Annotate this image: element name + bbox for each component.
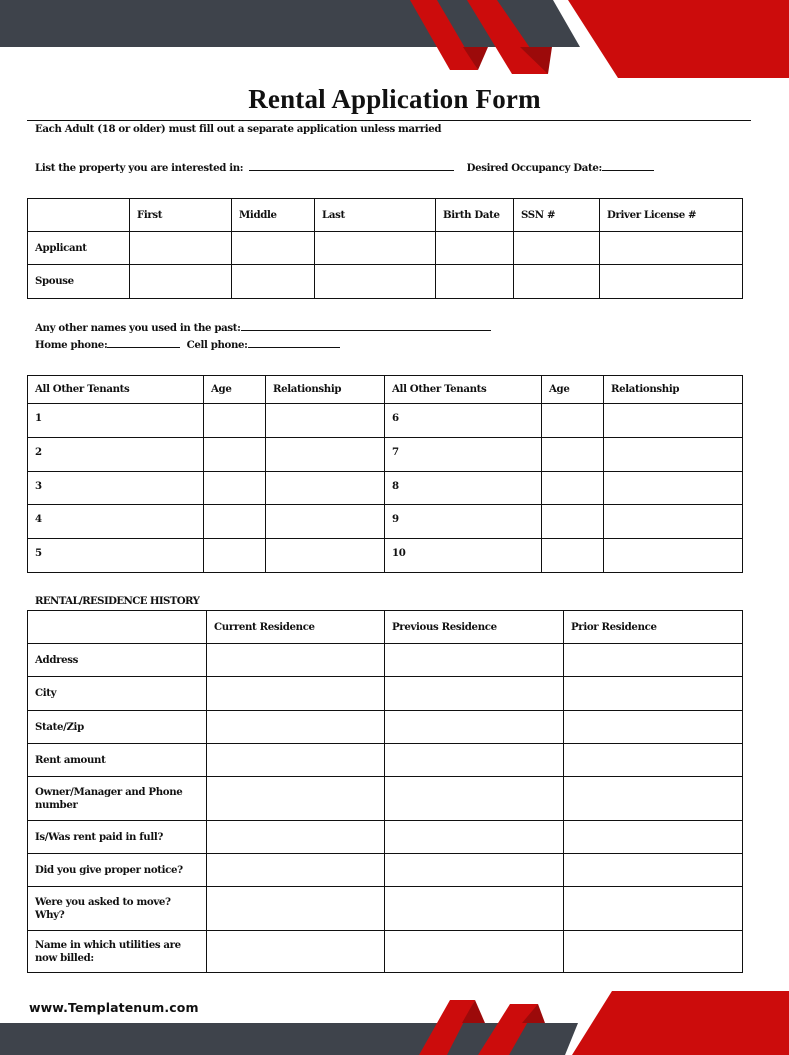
page-title: Rental Application Form <box>248 84 541 114</box>
table-row <box>28 232 743 265</box>
tenant-age-cell[interactable] <box>542 404 604 438</box>
spouse-first-cell[interactable] <box>130 265 232 299</box>
applicant-table <box>27 198 743 299</box>
spouse-license-cell[interactable] <box>600 265 743 299</box>
row-label-rent-paid: Is/Was rent paid in full? <box>28 821 207 854</box>
previous-cell[interactable] <box>385 821 564 854</box>
row-label-city: City <box>28 677 207 711</box>
prior-cell[interactable] <box>564 821 743 854</box>
table-row <box>28 677 743 711</box>
current-cell[interactable] <box>207 887 385 931</box>
header-relationship: Relationship <box>266 376 385 404</box>
row-label-utilities: Name in which utilities are now billed: <box>28 931 207 973</box>
tenant-age-cell[interactable] <box>204 438 266 472</box>
row-label-state-zip: State/Zip <box>28 711 207 744</box>
applicant-first-cell[interactable] <box>130 232 232 265</box>
prior-cell[interactable] <box>564 677 743 711</box>
table-row <box>28 854 743 887</box>
current-cell[interactable] <box>207 821 385 854</box>
tenant-age-cell[interactable] <box>204 505 266 539</box>
other-names-line <box>35 321 491 334</box>
tenant-number[interactable]: 7 <box>385 438 542 472</box>
tenants-table-header <box>28 376 743 404</box>
table-row <box>28 472 743 505</box>
row-label-address: Address <box>28 644 207 677</box>
cell-phone-input[interactable] <box>248 338 340 348</box>
applicant-birth-date-cell[interactable] <box>436 232 514 265</box>
header-cell <box>28 199 130 232</box>
previous-cell[interactable] <box>385 854 564 887</box>
header-ssn: SSN # <box>514 199 600 232</box>
prior-cell[interactable] <box>564 711 743 744</box>
tenant-number[interactable]: 5 <box>28 539 204 573</box>
table-row <box>28 539 743 573</box>
tenant-age-cell[interactable] <box>542 539 604 573</box>
spouse-ssn-cell[interactable] <box>514 265 600 299</box>
tenant-number[interactable]: 10 <box>385 539 542 573</box>
table-row <box>28 711 743 744</box>
current-cell[interactable] <box>207 644 385 677</box>
spouse-birth-date-cell[interactable] <box>436 265 514 299</box>
footer-decoration <box>0 985 789 1055</box>
header-current-residence: Current Residence <box>207 611 385 644</box>
tenant-number[interactable]: 2 <box>28 438 204 472</box>
header-birth-date: Birth Date <box>436 199 514 232</box>
row-label-spouse: Spouse <box>28 265 130 299</box>
table-row <box>28 404 743 438</box>
spouse-last-cell[interactable] <box>315 265 436 299</box>
applicant-middle-cell[interactable] <box>232 232 315 265</box>
header-previous-residence: Previous Residence <box>385 611 564 644</box>
tenant-relationship-cell[interactable] <box>604 539 743 573</box>
tenant-relationship-cell[interactable] <box>266 438 385 472</box>
table-row <box>28 931 743 973</box>
previous-cell[interactable] <box>385 644 564 677</box>
home-phone-label: Home phone: <box>35 339 108 351</box>
header-prior-residence: Prior Residence <box>564 611 743 644</box>
prior-cell[interactable] <box>564 887 743 931</box>
residence-section-title: RENTAL/RESIDENCE HISTORY <box>35 595 200 607</box>
applicant-table-header <box>28 199 743 232</box>
applicant-last-cell[interactable] <box>315 232 436 265</box>
header-tenants: All Other Tenants <box>28 376 204 404</box>
page-subtitle: Each Adult (18 or older) must fill out a separate application unless married <box>35 123 442 135</box>
header-relationship: Relationship <box>604 376 743 404</box>
property-input[interactable] <box>249 161 454 171</box>
property-label: List the property you are interested in: <box>35 162 244 174</box>
spouse-middle-cell[interactable] <box>232 265 315 299</box>
title-divider <box>27 120 751 121</box>
tenant-relationship-cell[interactable] <box>604 505 743 539</box>
tenant-number[interactable]: 4 <box>28 505 204 539</box>
tenant-age-cell[interactable] <box>204 472 266 505</box>
tenant-relationship-cell[interactable] <box>604 472 743 505</box>
prior-cell[interactable] <box>564 931 743 973</box>
header-first: First <box>130 199 232 232</box>
table-row <box>28 644 743 677</box>
tenant-relationship-cell[interactable] <box>266 505 385 539</box>
occupancy-date-label: Desired Occupancy Date: <box>466 162 602 174</box>
footer-website-link[interactable]: www.Templatenum.com <box>29 1000 199 1015</box>
tenant-age-cell[interactable] <box>204 539 266 573</box>
table-row <box>28 777 743 821</box>
tenant-age-cell[interactable] <box>542 505 604 539</box>
table-row <box>28 744 743 777</box>
current-cell[interactable] <box>207 744 385 777</box>
tenant-relationship-cell[interactable] <box>604 404 743 438</box>
tenants-table <box>27 375 743 573</box>
table-row <box>28 821 743 854</box>
tenant-relationship-cell[interactable] <box>266 539 385 573</box>
table-row <box>28 505 743 539</box>
tenant-number[interactable]: 3 <box>28 472 204 505</box>
previous-cell[interactable] <box>385 887 564 931</box>
current-cell[interactable] <box>207 777 385 821</box>
previous-cell[interactable] <box>385 777 564 821</box>
row-label-proper-notice: Did you give proper notice? <box>28 854 207 887</box>
tenant-relationship-cell[interactable] <box>604 438 743 472</box>
tenant-age-cell[interactable] <box>542 472 604 505</box>
header-age: Age <box>204 376 266 404</box>
other-names-label: Any other names you used in the past: <box>35 322 241 334</box>
current-cell[interactable] <box>207 711 385 744</box>
header-driver-license: Driver License # <box>600 199 743 232</box>
header-last: Last <box>315 199 436 232</box>
header-red-block <box>568 0 789 78</box>
header-tenants: All Other Tenants <box>385 376 542 404</box>
tenant-age-cell[interactable] <box>542 438 604 472</box>
row-label-asked-to-move: Were you asked to move? Why? <box>28 887 207 931</box>
prior-cell[interactable] <box>564 854 743 887</box>
applicant-license-cell[interactable] <box>600 232 743 265</box>
header-decoration <box>0 0 789 80</box>
residence-table-header <box>28 611 743 644</box>
tenant-number[interactable]: 1 <box>28 404 204 438</box>
property-line <box>35 161 654 174</box>
header-age: Age <box>542 376 604 404</box>
other-names-input[interactable] <box>241 321 491 331</box>
footer-red-block <box>572 991 789 1055</box>
header-cell <box>28 611 207 644</box>
table-row <box>28 265 743 299</box>
row-label-rent-amount: Rent amount <box>28 744 207 777</box>
row-label-applicant: Applicant <box>28 232 130 265</box>
previous-cell[interactable] <box>385 931 564 973</box>
prior-cell[interactable] <box>564 644 743 677</box>
tenant-number[interactable]: 6 <box>385 404 542 438</box>
previous-cell[interactable] <box>385 677 564 711</box>
occupancy-date-input[interactable] <box>602 161 654 171</box>
home-phone-input[interactable] <box>107 338 180 348</box>
current-cell[interactable] <box>207 854 385 887</box>
applicant-ssn-cell[interactable] <box>514 232 600 265</box>
prior-cell[interactable] <box>564 777 743 821</box>
tenant-number[interactable]: 9 <box>385 505 542 539</box>
row-label-owner-manager: Owner/Manager and Phone number <box>28 777 207 821</box>
previous-cell[interactable] <box>385 744 564 777</box>
tenant-relationship-cell[interactable] <box>266 404 385 438</box>
cell-phone-label: Cell phone: <box>186 339 248 351</box>
tenant-relationship-cell[interactable] <box>266 472 385 505</box>
residence-table <box>27 610 743 973</box>
header-middle: Middle <box>232 199 315 232</box>
tenant-number[interactable]: 8 <box>385 472 542 505</box>
tenant-age-cell[interactable] <box>204 404 266 438</box>
table-row <box>28 887 743 931</box>
prior-cell[interactable] <box>564 744 743 777</box>
phone-line <box>35 338 340 351</box>
previous-cell[interactable] <box>385 711 564 744</box>
table-row <box>28 438 743 472</box>
current-cell[interactable] <box>207 677 385 711</box>
current-cell[interactable] <box>207 931 385 973</box>
